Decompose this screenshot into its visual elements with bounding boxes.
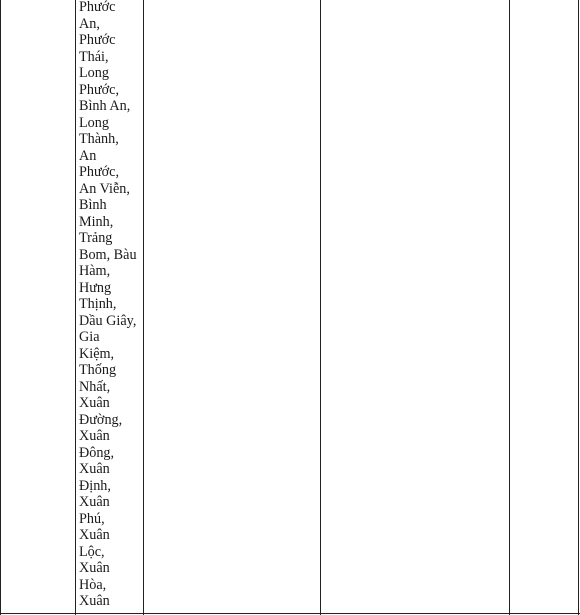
table-border-left	[0, 0, 1, 615]
place-list-line: An Viễn,	[79, 180, 130, 197]
place-list-line: Long	[79, 114, 109, 131]
place-list-line: Trảng	[79, 230, 113, 246]
place-list-line: Phước	[79, 32, 116, 48]
place-list-line: Xuân	[79, 593, 110, 609]
place-list-line: Thống	[79, 362, 117, 378]
column-divider-1	[75, 0, 76, 615]
place-list-line: Xuân	[79, 395, 110, 411]
place-list-line: Hưng	[79, 279, 112, 296]
place-list-line: Nhất,	[79, 378, 111, 395]
place-list-line: Xuân	[79, 560, 110, 576]
place-list-line: Xuân	[79, 428, 110, 444]
place-list-line: Đường,	[79, 411, 123, 428]
place-list-line: An,	[79, 15, 100, 32]
place-list-line: Đông,	[79, 444, 115, 461]
place-list-line: Thái,	[79, 48, 109, 65]
table-border-bottom	[0, 613, 580, 614]
place-list-line: Bình An,	[79, 98, 131, 114]
place-list-line: Phước,	[79, 164, 120, 180]
place-list-line: Xuân	[79, 527, 110, 543]
place-list-line: Bình	[79, 197, 107, 213]
place-list-line: Kiệm,	[79, 345, 115, 362]
place-list-line: Long	[79, 65, 109, 81]
column-divider-3	[320, 0, 321, 615]
place-list-line: Phước,	[79, 81, 120, 98]
place-list-line: Dầu Giây,	[79, 312, 137, 329]
place-list-line: Minh,	[79, 213, 114, 230]
place-list-cell	[79, 0, 141, 610]
place-list-line: Gia	[79, 329, 100, 345]
place-list-line: Thịnh,	[79, 296, 117, 312]
place-list-line: Lộc,	[79, 543, 105, 560]
column-divider-2	[143, 0, 144, 615]
place-list-line: Hòa,	[79, 576, 107, 593]
place-list-line: Bom, Bàu	[79, 246, 137, 263]
place-list-line: Phước	[79, 0, 116, 15]
place-list-line: An	[79, 147, 97, 164]
place-list-line: Hàm,	[79, 263, 111, 279]
table-border-right	[578, 0, 579, 615]
column-divider-4	[509, 0, 510, 615]
place-list-line: Phú,	[79, 510, 105, 527]
place-list-line: Xuân	[79, 461, 110, 477]
place-list-line: Định,	[79, 477, 111, 494]
place-list-line: Thành,	[79, 131, 119, 147]
place-list-line: Xuân	[79, 494, 110, 510]
